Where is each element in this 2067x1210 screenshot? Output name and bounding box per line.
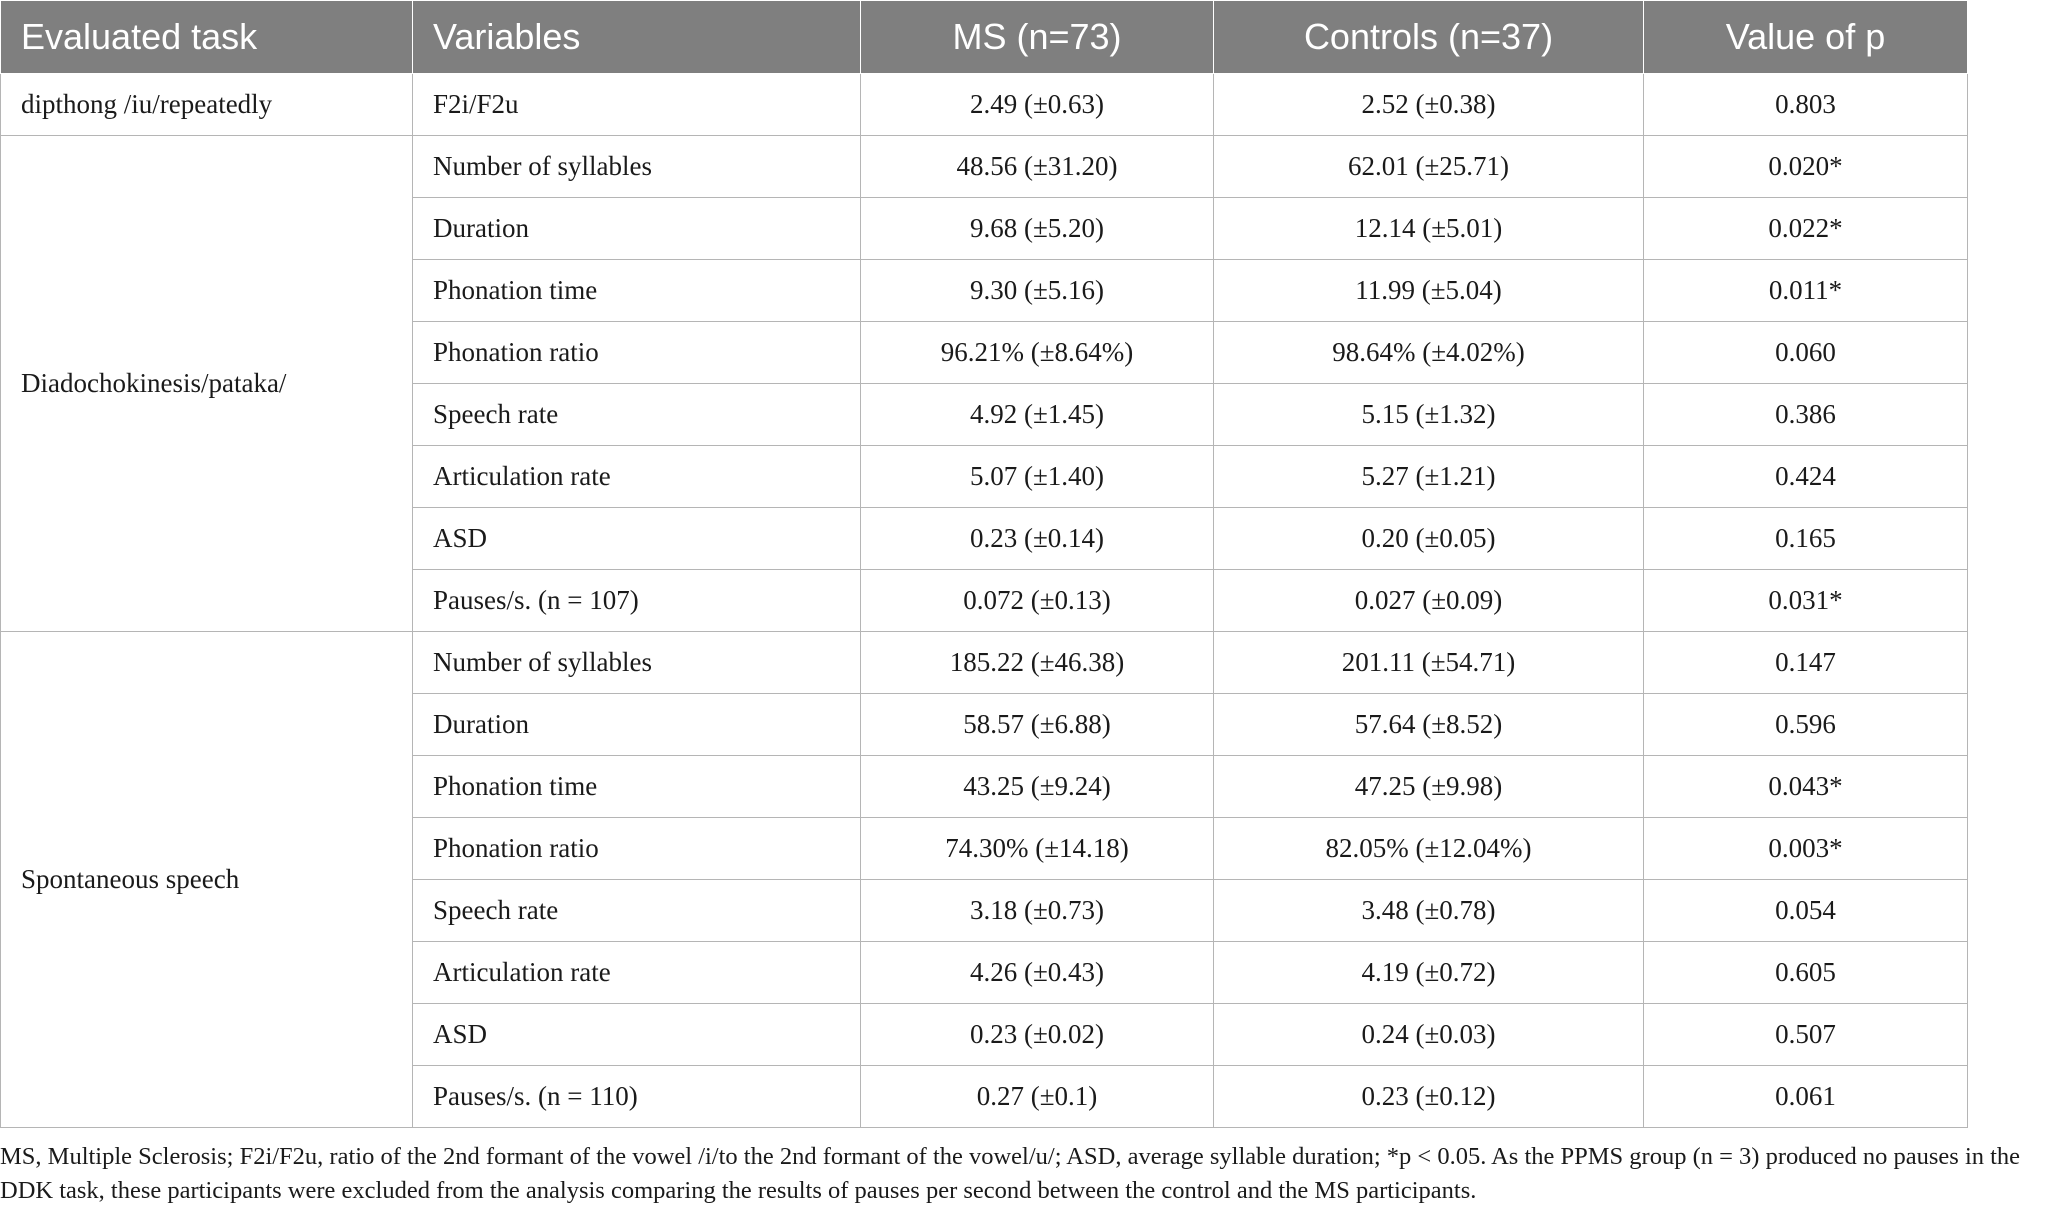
variable-cell: Number of syllables [413,136,861,198]
variable-cell: Pauses/s. (n = 110) [413,1066,861,1128]
controls-value-cell: 98.64% (±4.02%) [1214,322,1644,384]
task-cell-dipthong: dipthong /iu/repeatedly [1,74,413,136]
header-variables: Variables [413,1,861,74]
controls-value-cell: 62.01 (±25.71) [1214,136,1644,198]
ms-value-cell: 0.072 (±0.13) [861,570,1214,632]
p-value-cell: 0.165 [1644,508,1968,570]
ms-value-cell: 43.25 (±9.24) [861,756,1214,818]
variable-cell: Articulation rate [413,942,861,1004]
ms-value-cell: 5.07 (±1.40) [861,446,1214,508]
controls-value-cell: 57.64 (±8.52) [1214,694,1644,756]
header-p-value: Value of p [1644,1,1968,74]
p-value-cell: 0.596 [1644,694,1968,756]
controls-value-cell: 2.52 (±0.38) [1214,74,1644,136]
variable-cell: Phonation time [413,756,861,818]
header-controls: Controls (n=37) [1214,1,1644,74]
controls-value-cell: 4.19 (±0.72) [1214,942,1644,1004]
controls-value-cell: 0.23 (±0.12) [1214,1066,1644,1128]
variable-cell: Duration [413,198,861,260]
ms-value-cell: 58.57 (±6.88) [861,694,1214,756]
p-value-cell: 0.054 [1644,880,1968,942]
p-value-cell: 0.020* [1644,136,1968,198]
controls-value-cell: 5.15 (±1.32) [1214,384,1644,446]
controls-value-cell: 3.48 (±0.78) [1214,880,1644,942]
controls-value-cell: 82.05% (±12.04%) [1214,818,1644,880]
ms-value-cell: 0.23 (±0.14) [861,508,1214,570]
p-value-cell: 0.022* [1644,198,1968,260]
variable-cell: Phonation ratio [413,818,861,880]
variable-cell: Phonation time [413,260,861,322]
ms-value-cell: 0.23 (±0.02) [861,1004,1214,1066]
variable-cell: Phonation ratio [413,322,861,384]
p-value-cell: 0.003* [1644,818,1968,880]
controls-value-cell: 0.027 (±0.09) [1214,570,1644,632]
controls-value-cell: 0.20 (±0.05) [1214,508,1644,570]
controls-value-cell: 12.14 (±5.01) [1214,198,1644,260]
table-row [1,632,1968,694]
table-row [1,74,1968,136]
p-value-cell: 0.605 [1644,942,1968,1004]
task-cell-diadochokinesis: Diadochokinesis/pataka/ [1,136,413,632]
controls-value-cell: 47.25 (±9.98) [1214,756,1644,818]
variable-cell: ASD [413,1004,861,1066]
variable-cell: Pauses/s. (n = 107) [413,570,861,632]
table-header [1,1,1968,74]
p-value-cell: 0.031* [1644,570,1968,632]
ms-value-cell: 4.92 (±1.45) [861,384,1214,446]
variable-cell: Duration [413,694,861,756]
variable-cell: Articulation rate [413,446,861,508]
controls-value-cell: 0.24 (±0.03) [1214,1004,1644,1066]
p-value-cell: 0.386 [1644,384,1968,446]
ms-value-cell: 3.18 (±0.73) [861,880,1214,942]
ms-value-cell: 9.30 (±5.16) [861,260,1214,322]
controls-value-cell: 5.27 (±1.21) [1214,446,1644,508]
table-row [1,136,1968,198]
variable-cell: F2i/F2u [413,74,861,136]
controls-value-cell: 11.99 (±5.04) [1214,260,1644,322]
p-value-cell: 0.043* [1644,756,1968,818]
ms-value-cell: 0.27 (±0.1) [861,1066,1214,1128]
ms-value-cell: 2.49 (±0.63) [861,74,1214,136]
variable-cell: ASD [413,508,861,570]
ms-value-cell: 96.21% (±8.64%) [861,322,1214,384]
p-value-cell: 0.061 [1644,1066,1968,1128]
header-row [1,1,1968,74]
table-footnote: MS, Multiple Sclerosis; F2i/F2u, ratio of the 2nd formant of the vowel /i/to the 2nd formant of the vowel/u/; ASD, average syllable duration; *p < 0.05. As the PPMS group (n = 3) produced no pauses in the DDK task, these participants were excluded from the analysis comparing the results of pauses per second between the control and the MS participants. [0,1143,2021,1204]
ms-value-cell: 74.30% (±14.18) [861,818,1214,880]
header-ms: MS (n=73) [861,1,1214,74]
variable-cell: Speech rate [413,384,861,446]
task-cell-spontaneous-speech: Spontaneous speech [1,632,413,1128]
header-evaluated-task: Evaluated task [1,1,413,74]
ms-value-cell: 4.26 (±0.43) [861,942,1214,1004]
variable-cell: Speech rate [413,880,861,942]
p-value-cell: 0.803 [1644,74,1968,136]
p-value-cell: 0.147 [1644,632,1968,694]
variable-cell: Number of syllables [413,632,861,694]
controls-value-cell: 201.11 (±54.71) [1214,632,1644,694]
ms-value-cell: 48.56 (±31.20) [861,136,1214,198]
p-value-cell: 0.507 [1644,1004,1968,1066]
ms-value-cell: 185.22 (±46.38) [861,632,1214,694]
p-value-cell: 0.011* [1644,260,1968,322]
p-value-cell: 0.424 [1644,446,1968,508]
p-value-cell: 0.060 [1644,322,1968,384]
table-body [1,74,1968,1128]
ms-value-cell: 9.68 (±5.20) [861,198,1214,260]
